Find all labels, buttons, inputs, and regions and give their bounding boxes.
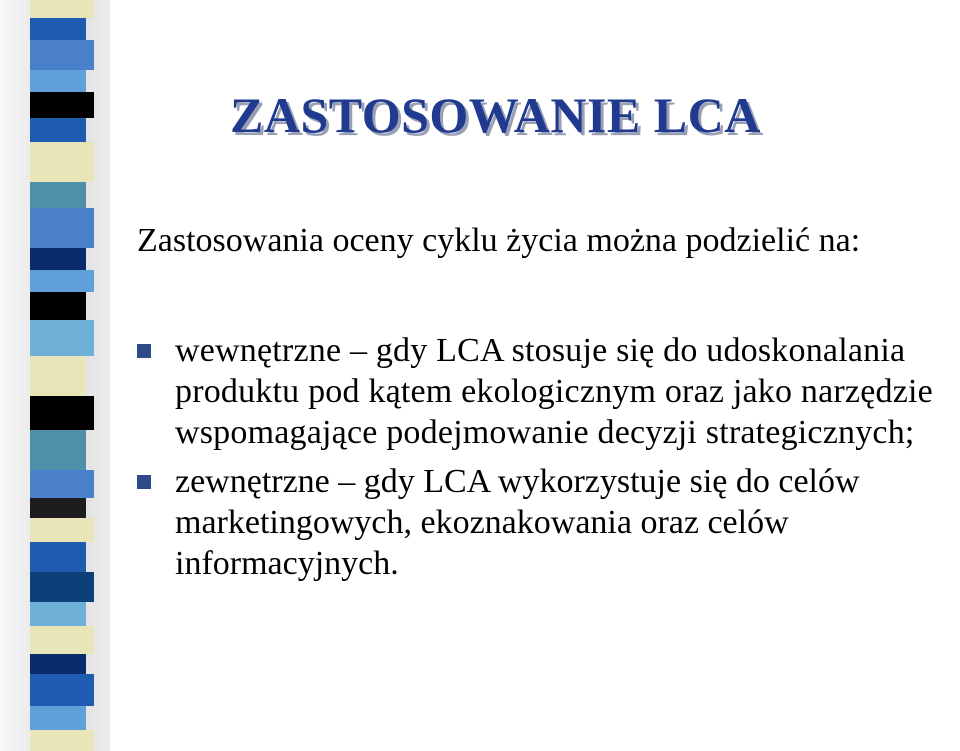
stripe-segment bbox=[30, 396, 94, 430]
stripe-segment bbox=[30, 208, 94, 248]
stripe-segment bbox=[30, 248, 86, 270]
stripe-segment bbox=[30, 674, 94, 706]
stripe-segment bbox=[30, 498, 86, 518]
intro-text: Zastosowania oceny cyklu życia można podzielić na: bbox=[137, 222, 861, 259]
bullet-text: wewnętrzne – gdy LCA stosuje się do udoskonalania produktu pod kątem ekologicznym oraz jako narzędzie wspomagające podejmowanie decyzji strategicznych; bbox=[175, 332, 933, 451]
stripe-segment bbox=[30, 730, 94, 751]
decorative-stripe bbox=[30, 0, 94, 751]
stripe-segment bbox=[30, 118, 86, 142]
bullet-text: zewnętrzne – gdy LCA wykorzystuje się do celów marketingowych, ekoznakowania oraz celów informacyjnych. bbox=[175, 463, 860, 582]
stripe-segment bbox=[30, 706, 86, 730]
stripe-segment bbox=[30, 182, 86, 208]
stripe-segment bbox=[30, 292, 86, 320]
stripe-segment bbox=[30, 518, 94, 542]
stripe-segment bbox=[30, 40, 94, 70]
stripe-segment bbox=[30, 542, 86, 572]
stripe-segment bbox=[30, 654, 86, 674]
stripe-segment bbox=[30, 270, 94, 292]
square-bullet-icon bbox=[137, 475, 151, 489]
stripe-segment bbox=[30, 92, 94, 118]
stripe-segment bbox=[30, 142, 94, 182]
stripe-segment bbox=[30, 70, 86, 92]
bullet-item bbox=[137, 330, 960, 453]
stripe-segment bbox=[30, 430, 86, 470]
stripe-segment bbox=[30, 18, 86, 40]
slide-title: ZASTOSOWANIE LCA bbox=[230, 87, 761, 143]
square-bullet-icon bbox=[137, 344, 151, 358]
stripe-segment bbox=[30, 320, 94, 356]
bullet-item bbox=[137, 461, 960, 584]
bullet-list bbox=[137, 330, 960, 584]
stripe-segment bbox=[30, 470, 94, 498]
stripe-segment bbox=[30, 0, 94, 18]
stripe-segment bbox=[30, 572, 94, 602]
stripe-segment bbox=[30, 356, 86, 396]
stripe-segment bbox=[30, 602, 86, 626]
stripe-segment bbox=[30, 626, 94, 654]
